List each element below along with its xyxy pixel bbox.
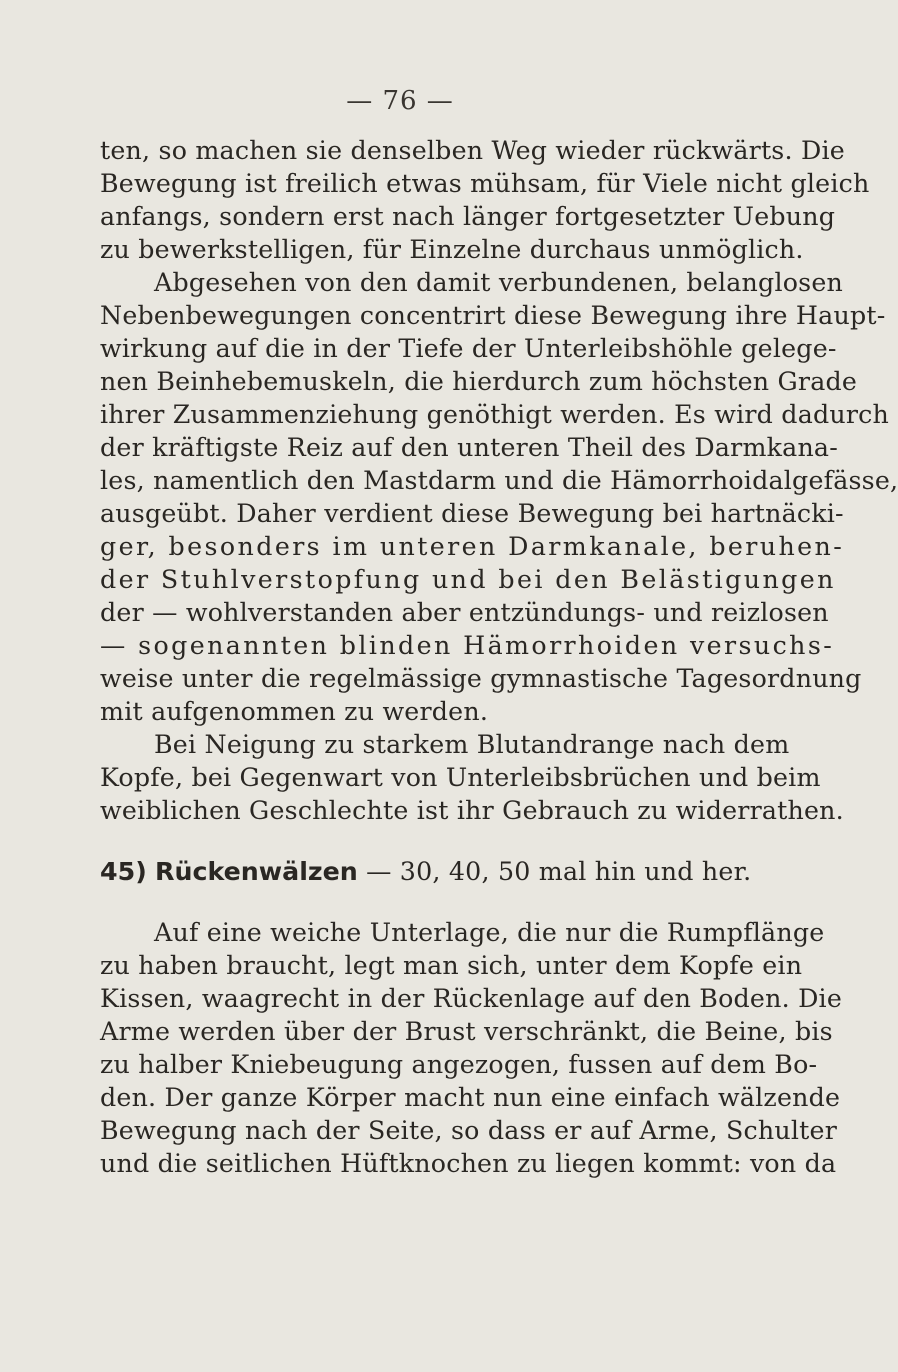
paragraph-1 bbox=[100, 134, 870, 266]
text-line: Bei Neigung zu starkem Blutandrange nach dem bbox=[154, 730, 790, 759]
section-number: 45) bbox=[100, 857, 147, 886]
page-body bbox=[100, 134, 898, 1180]
section-heading bbox=[100, 855, 768, 888]
text-line: Bewegung ist freilich etwas mühsam, für Viele nicht gleich bbox=[100, 169, 870, 198]
text-line: Bewegung nach der Seite, so dass er auf Arme, Schulter bbox=[100, 1116, 837, 1145]
text-line-spaced: ger, besonders im unteren Darmkanale, beruhen- bbox=[100, 532, 845, 561]
section-spacer bbox=[100, 827, 768, 855]
text-line: der — wohlverstanden aber entzündungs- und reizlosen bbox=[100, 598, 829, 627]
text-line: nen Beinhebemuskeln, die hierdurch zum höchsten Grade bbox=[100, 367, 858, 396]
text-line: Kopfe, bei Gegenwart von Unterleibsbrüchen und beim bbox=[100, 763, 821, 792]
text-line: Auf eine weiche Unterlage, die nur die Rumpflänge bbox=[154, 918, 825, 947]
text-line: wirkung auf die in der Tiefe der Unterleibshöhle gelege- bbox=[100, 334, 837, 363]
paragraph-2 bbox=[100, 266, 898, 728]
text-line: anfangs, sondern erst nach länger fortgesetzter Uebung bbox=[100, 202, 836, 231]
paragraph-3 bbox=[100, 728, 844, 827]
text-line: und die seitlichen Hüftknochen zu liegen kommt: von da bbox=[100, 1149, 837, 1178]
text-line: Nebenbewegungen concentrirt diese Bewegung ihre Haupt- bbox=[100, 301, 886, 330]
section-spacer bbox=[100, 888, 768, 916]
section-title: Rückenwälzen bbox=[155, 857, 358, 886]
text-line: ten, so machen sie denselben Weg wieder rückwärts. Die bbox=[100, 136, 845, 165]
text-line: weise unter die regelmässige gymnastische Tagesordnung bbox=[100, 664, 862, 693]
text-line: mit aufgenommen zu werden. bbox=[100, 697, 489, 726]
text-line: Abgesehen von den damit verbundenen, belanglosen bbox=[154, 268, 844, 297]
page-number-header: — 76 — bbox=[346, 86, 454, 116]
text-line: zu bewerkstelligen, für Einzelne durchaus unmöglich. bbox=[100, 235, 804, 264]
text-line: zu haben braucht, legt man sich, unter dem Kopfe ein bbox=[100, 951, 803, 980]
text-line: zu halber Kniebeugung angezogen, fussen auf dem Bo- bbox=[100, 1050, 818, 1079]
text-line: Arme werden über der Brust verschränkt, die Beine, bis bbox=[100, 1017, 833, 1046]
text-line: les, namentlich den Mastdarm und die Hämorrhoidalgefässe, bbox=[100, 466, 898, 495]
text-line: Kissen, waagrecht in der Rückenlage auf den Boden. Die bbox=[100, 984, 843, 1013]
section-repetitions: — 30, 40, 50 mal hin und her. bbox=[366, 857, 752, 886]
text-line: ausgeübt. Daher verdient diese Bewegung bei hartnäcki- bbox=[100, 499, 844, 528]
paragraph-4 bbox=[100, 916, 843, 1180]
text-line-spaced: — sogenannten blinden Hämorrhoiden versuchs- bbox=[100, 631, 835, 660]
text-line-spaced: der Stuhlverstopfung und bei den Belästigungen bbox=[100, 565, 836, 594]
text-line: den. Der ganze Körper macht nun eine einfach wälzende bbox=[100, 1083, 841, 1112]
text-line: der kräftigste Reiz auf den unteren Theil des Darmkana- bbox=[100, 433, 838, 462]
text-line: ihrer Zusammenziehung genöthigt werden. Es wird dadurch bbox=[100, 400, 890, 429]
text-line: weiblichen Geschlechte ist ihr Gebrauch zu widerrathen. bbox=[100, 796, 844, 825]
